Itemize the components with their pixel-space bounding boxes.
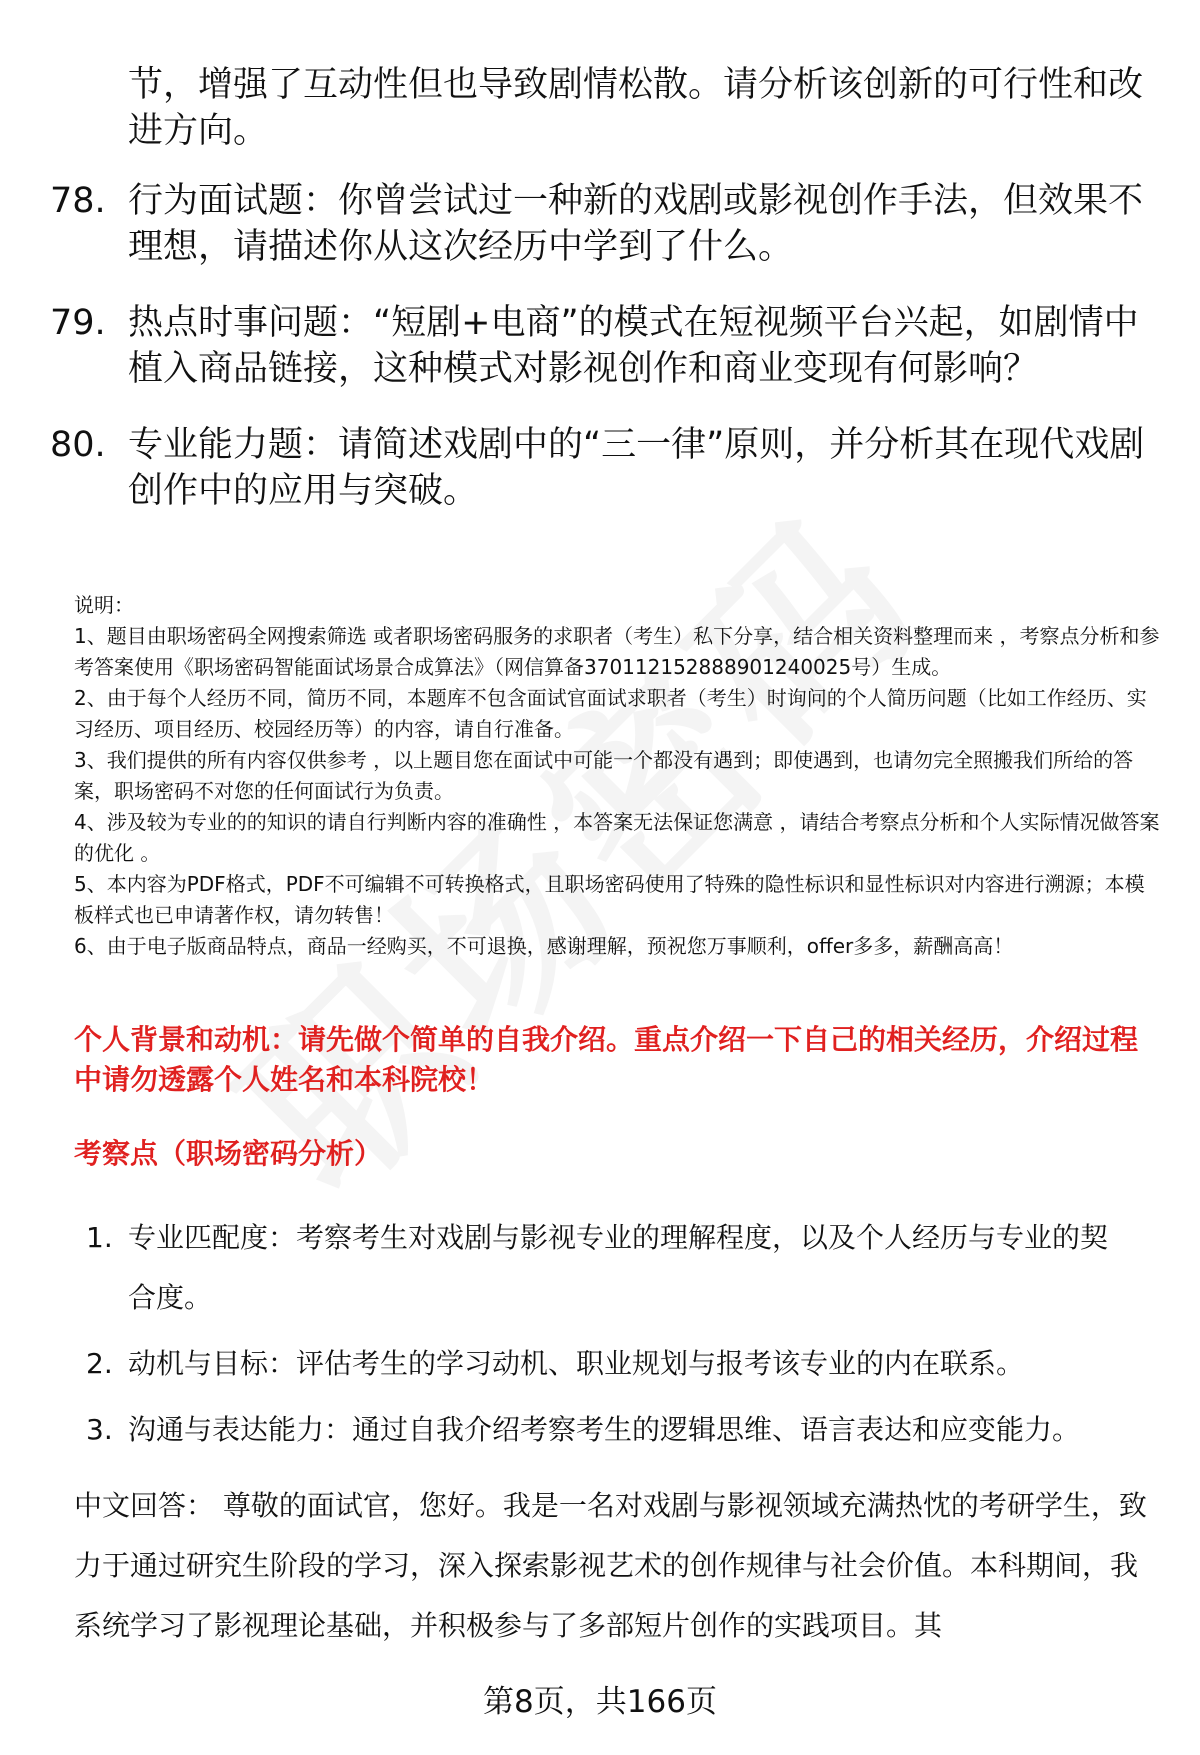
question-item <box>50 422 1150 514</box>
question-continuation: 节，增强了互动性但也导致剧情松散。请分析该创新的可行性和改进方向。 <box>128 65 1144 151</box>
page-footer: 第8页，共166页 <box>483 1684 717 1720</box>
question-number: 78. <box>50 181 106 221</box>
question-number: 79. <box>50 303 106 343</box>
key-point-number: 3. <box>86 1413 113 1446</box>
key-points-list <box>86 1208 1166 1466</box>
note-item: 5、本内容为PDF格式，PDF不可编辑不可转换格式，且职场密码使用了特殊的隐性标识和显性标识对内容进行溯源；本模板样式也已申请著作权，请勿转售！ <box>74 872 1145 927</box>
notes-section <box>74 590 1164 962</box>
question-list <box>50 178 1150 544</box>
key-point-item <box>86 1208 1166 1328</box>
notes-title: 说明： <box>74 593 134 617</box>
key-point-item <box>86 1400 1166 1460</box>
question-text: 行为面试题：你曾尝试过一种新的戏剧或影视创作手法，但效果不理想，请描述你从这次经历中学到了什么。 <box>128 181 1144 267</box>
note-item: 2、由于每个人经历不同，简历不同，本题库不包含面试官面试求职者（考生）时询问的个人简历问题（比如工作经历、实习经历、项目经历、校园经历等）的内容，请自行准备。 <box>74 686 1147 741</box>
key-points-title: 考察点（职场密码分析） <box>74 1137 383 1170</box>
key-point-text: 沟通与表达能力：通过自我介绍考察考生的逻辑思维、语言表达和应变能力。 <box>128 1413 1081 1446</box>
note-item: 4、涉及较为专业的的知识的请自行判断内容的准确性 ，本答案无法保证您满意 ，请结合考察点分析和个人实际情况做答案的优化 。 <box>74 810 1160 865</box>
question-item <box>50 300 1150 392</box>
note-item: 6、由于电子版商品特点，商品一经购买，不可退换，感谢理解，预祝您万事顺利，offer多多，薪酬高高！ <box>74 934 1014 958</box>
answer-text: 中文回答： 尊敬的面试官，您好。我是一名对戏剧与影视领域充满热忱的考研学生，致力于通过研究生阶段的学习，深入探索影视艺术的创作规律与社会价值。本科期间，我系统学习了影视理论基础，并积极参与了多部短片创作的实践项目。其 <box>74 1489 1147 1642</box>
key-point-text: 动机与目标：评估考生的学习动机、职业规划与报考该专业的内在联系。 <box>128 1347 1025 1380</box>
key-point-number: 1. <box>86 1221 113 1254</box>
question-item <box>50 178 1150 270</box>
key-point-text: 专业匹配度：考察考生对戏剧与影视专业的理解程度，以及个人经历与专业的契合度。 <box>128 1221 1109 1314</box>
note-item: 1、题目由职场密码全网搜索筛选 或者职场密码服务的求职者（考生）私下分享，结合相关资料整理而来 ，考察点分析和参考答案使用《职场密码智能面试场景合成算法》（网信算备370112152888901240025号）生成。 <box>74 624 1160 679</box>
question-number: 80. <box>50 425 106 465</box>
key-point-item <box>86 1334 1166 1394</box>
question-text: 热点时事问题：“短剧+电商”的模式在短视频平台兴起，如剧情中植入商品链接，这种模式对影视创作和商业变现有何影响？ <box>128 303 1139 389</box>
key-point-number: 2. <box>86 1347 113 1380</box>
question-text: 专业能力题：请简述戏剧中的“三一律”原则，并分析其在现代戏剧创作中的应用与突破。 <box>128 425 1145 511</box>
background-question: 个人背景和动机：请先做个简单的自我介绍。重点介绍一下自己的相关经历，介绍过程中请勿透露个人姓名和本科院校！ <box>74 1023 1139 1096</box>
note-item: 3、我们提供的所有内容仅供参考 ，以上题目您在面试中可能一个都没有遇到；即使遇到，也请勿完全照搬我们所给的答案，职场密码不对您的任何面试行为负责。 <box>74 748 1134 803</box>
